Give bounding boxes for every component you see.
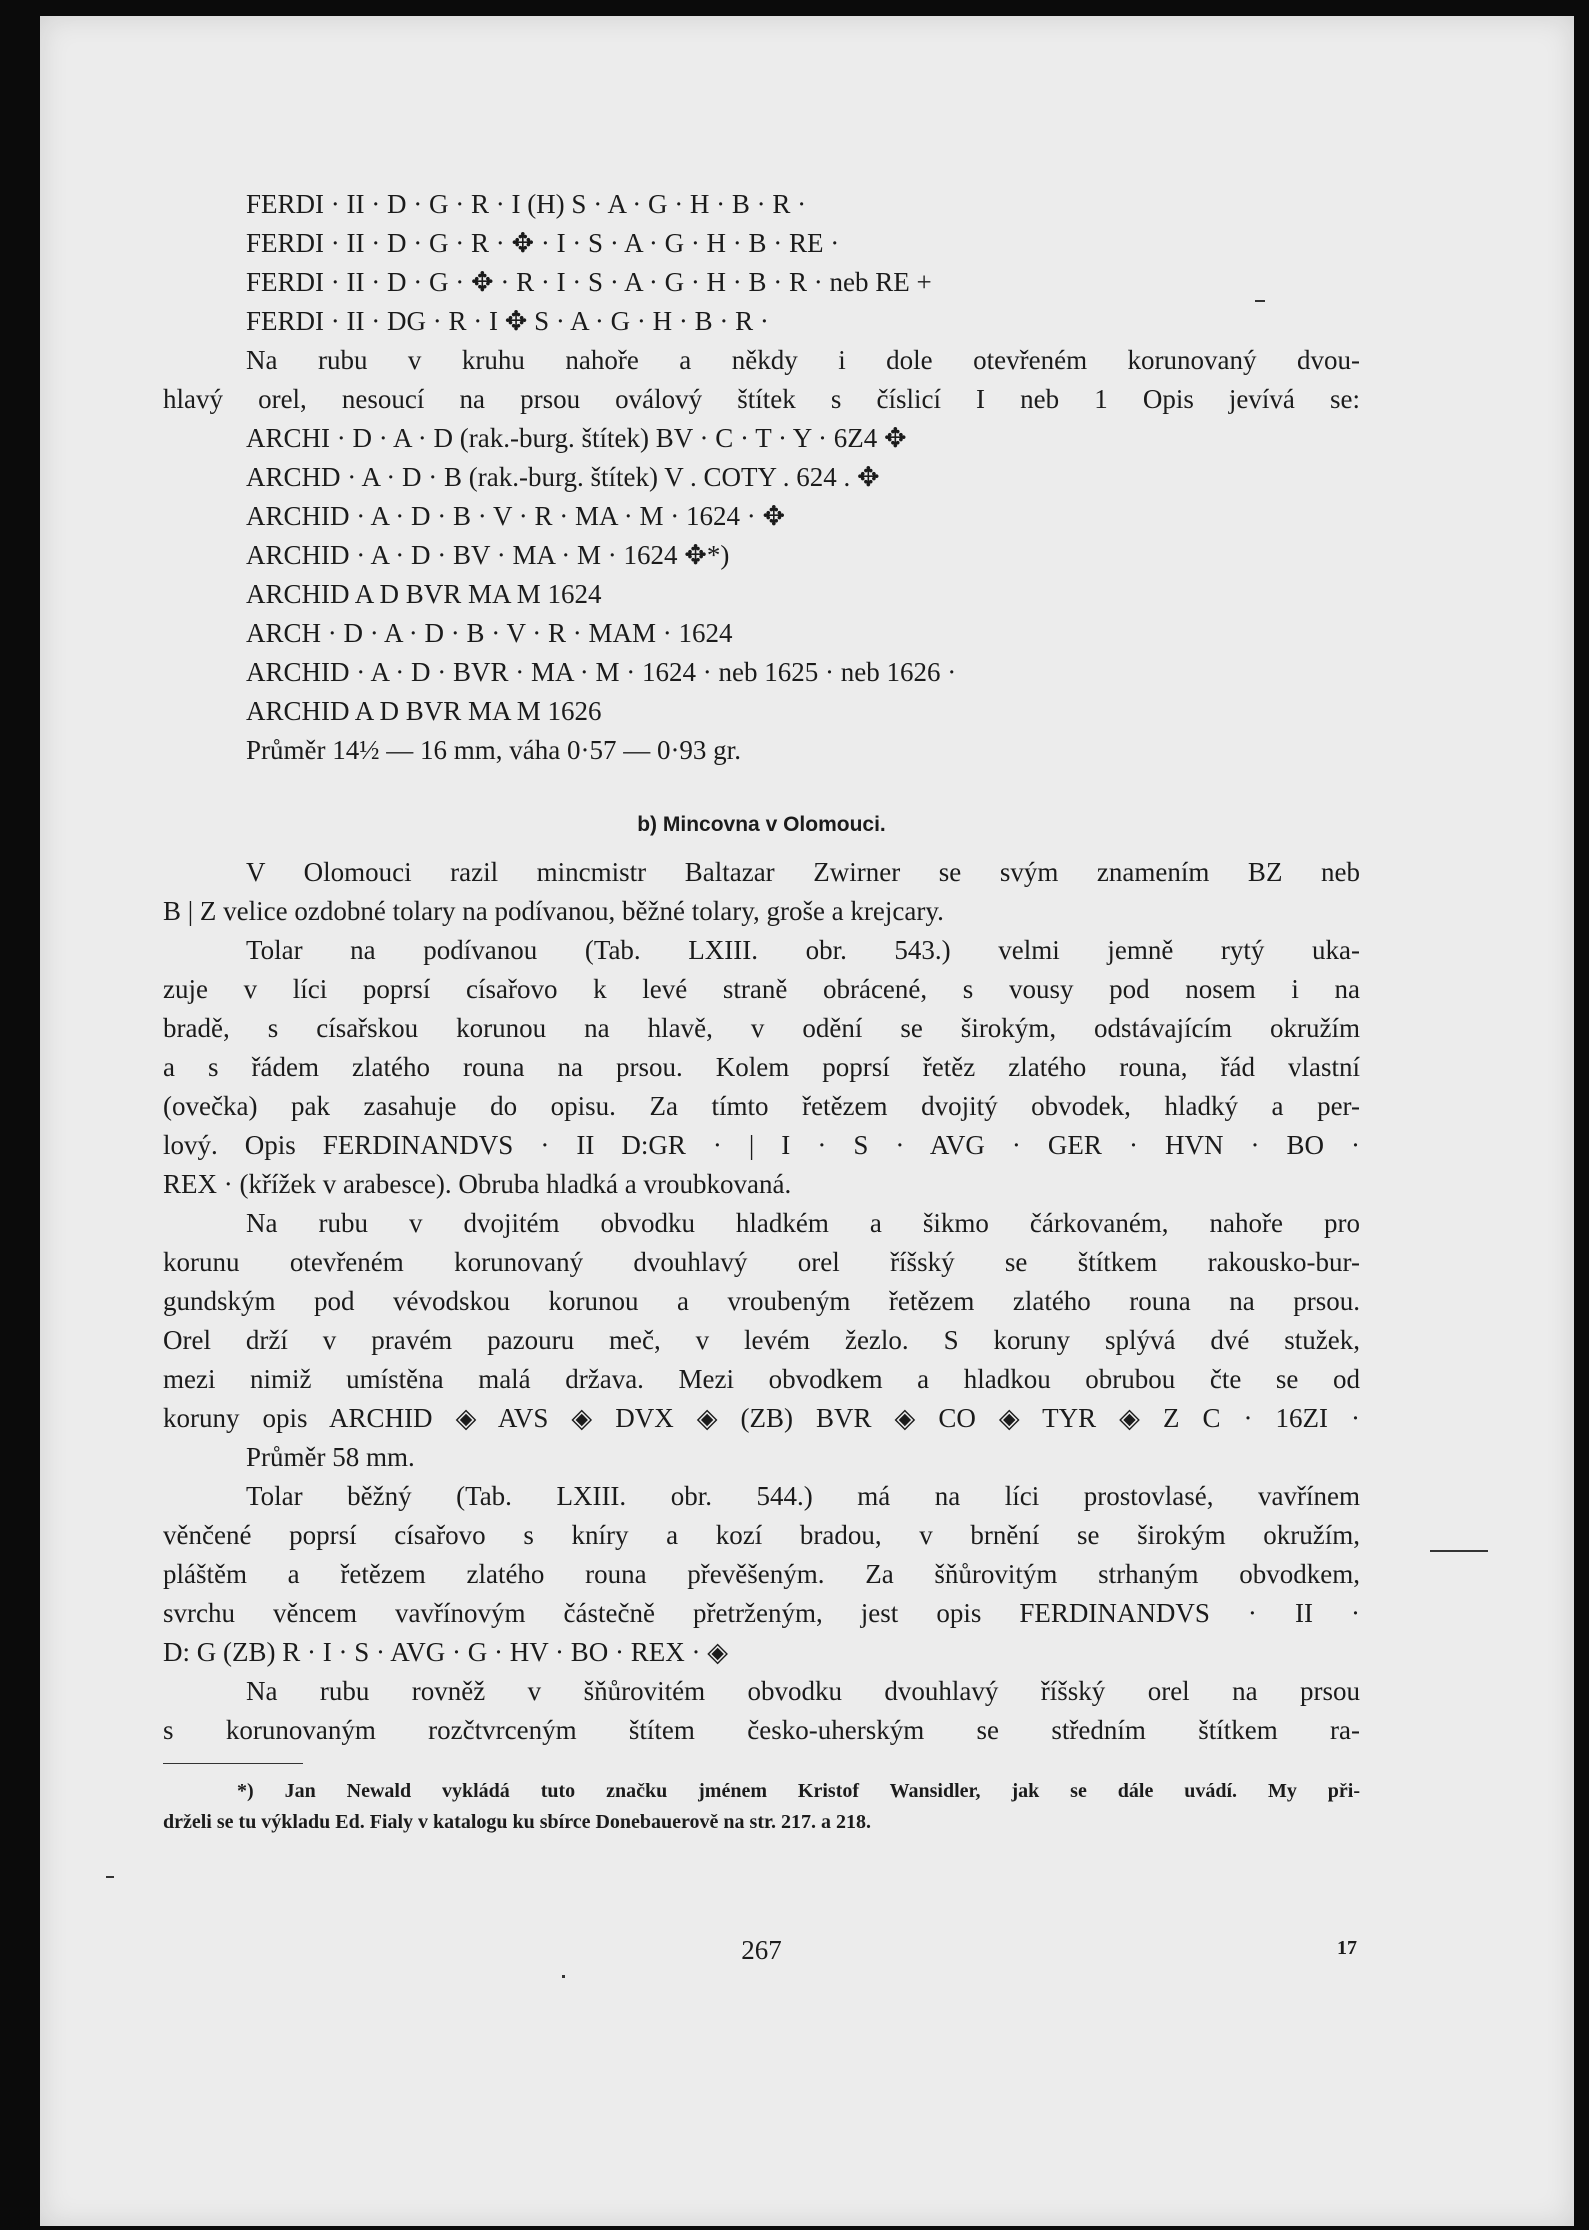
text-line: hlavý orel, nesoucí na prsou oválový štítek s číslicí I neb 1 Opis jevívá se:	[163, 384, 1360, 414]
paragraph-common-thaler	[163, 1477, 1360, 1672]
legend-line: ARCHID A D BVR MA M 1624	[246, 579, 602, 609]
text-line: B | Z velice ozdobné tolary na podívanou, běžné tolary, groše a krejcary.	[163, 896, 944, 926]
margin-mark	[562, 1975, 565, 1978]
text-line: Tolar na podívanou (Tab. LXIII. obr. 543.) velmi jemně rytý uka-	[246, 935, 1360, 965]
legend-line: ARCHD · A · D · B (rak.-burg. štítek) V . COTY . 624 . ✥	[246, 462, 880, 492]
page-footer	[163, 1935, 1360, 1975]
page-content	[163, 185, 1360, 1838]
text-line: věnčené poprsí císařovo s kníry a kozí bradou, v brnění se širokým okružím,	[163, 1520, 1360, 1550]
legend-line: FERDI · II · D · G · R · ✥ · I · S · A · G · H · B · RE ·	[246, 228, 840, 258]
page-number: 267	[741, 1935, 782, 1965]
footnote	[163, 1776, 1360, 1838]
legend-line: FERDI · II · D · G · R · I (H) S · A · G · H · B · R ·	[246, 189, 807, 219]
text-line: D: G (ZB) R · I · S · AVG · G · HV · BO · REX · ◈	[163, 1637, 728, 1667]
text-line: Průměr 58 mm.	[246, 1442, 415, 1472]
text-line: V Olomouci razil mincmistr Baltazar Zwirner se svým znamením BZ neb	[246, 857, 1360, 887]
text-line: Na rubu v dvojitém obvodku hladkém a šikmo čárkovaném, nahoře pro	[246, 1208, 1360, 1238]
text-line: a s řádem zlatého rouna na prsou. Kolem poprsí řetěz zlatého rouna, řád vlastní	[163, 1052, 1360, 1082]
reverse-intro	[163, 341, 1360, 419]
legend-line: ARCHID · A · D · B · V · R · MA · M · 1624 · ✥	[246, 501, 786, 531]
legend-line: ARCHI · D · A · D (rak.-burg. štítek) BV · C · T · Y · 6Z4 ✥	[246, 423, 907, 453]
obverse-legends	[163, 185, 1360, 341]
paragraph-mint-intro	[163, 853, 1360, 931]
text-line: svrchu věncem vavřínovým částečně přetrženým, jest opis FERDINANDVS · II ·	[163, 1598, 1360, 1628]
text-line: (ovečka) pak zasahuje do opisu. Za tímto řetězem dvojitý obvodek, hladký a per-	[163, 1091, 1360, 1121]
legend-line: ARCHID · A · D · BVR · MA · M · 1624 · neb 1625 · neb 1626 ·	[246, 657, 957, 687]
legend-line: ARCHID · A · D · BV · MA · M · 1624 ✥*)	[246, 540, 730, 570]
margin-mark	[1255, 300, 1265, 302]
legend-line: FERDI · II · D · G · ✥ · R · I · S · A · G · H · B · R · neb RE +	[246, 267, 932, 297]
footnote-rule	[163, 1763, 303, 1764]
text-line: gundským pod vévodskou korunou a vroubeným řetězem zlatého rouna na prsou.	[163, 1286, 1360, 1316]
text-line: zuje v líci poprsí císařovo k levé straně obrácené, s vousy pod nosem i na	[163, 974, 1360, 1004]
margin-mark	[1430, 1550, 1488, 1552]
text-line: lový. Opis FERDINANDVS · II D:GR · | I · S · AVG · GER · HVN · BO ·	[163, 1130, 1360, 1160]
legend-line: ARCHID A D BVR MA M 1626	[246, 696, 602, 726]
reverse-legends	[163, 419, 1360, 770]
section-heading: b) Mincovna v Olomouci.	[637, 813, 886, 836]
text-line: koruny opis ARCHID ◈ AVS ◈ DVX ◈ (ZB) BVR ◈ CO ◈ TYR ◈ Z C · 16ZI ·	[163, 1403, 1360, 1433]
footnote-line: *) Jan Newald vykládá tuto značku jménem Kristof Wansidler, jak se dále uvádí. My při-	[237, 1780, 1360, 1802]
text-line: Orel drží v pravém pazouru meč, v levém žezlo. S koruny splývá dvé stužek,	[163, 1325, 1360, 1355]
text-line: Tolar běžný (Tab. LXIII. obr. 544.) má na líci prostovlasé, vavřínem	[246, 1481, 1360, 1511]
text-line: Na rubu rovněž v šňůrovitém obvodku dvouhlavý říšský orel na prsou	[246, 1676, 1360, 1706]
margin-mark	[106, 1876, 114, 1878]
legend-line: FERDI · II · DG · R · I ✥ S · A · G · H · B · R ·	[246, 306, 769, 336]
paragraph-show-thaler-reverse	[163, 1204, 1360, 1477]
footnote-line: drželi se tu výkladu Ed. Fialy v katalogu ku sbírce Donebauerově na str. 217. a 218.	[163, 1811, 872, 1833]
diameter-line: Průměr 14½ — 16 mm, váha 0·57 — 0·93 gr.	[246, 735, 741, 765]
text-line: korunu otevřeném korunovaný dvouhlavý orel říšský se štítkem rakousko-bur-	[163, 1247, 1360, 1277]
text-line: REX · (křížek v arabesce). Obruba hladká a vroubkovaná.	[163, 1169, 792, 1199]
text-line: bradě, s císařskou korunou na hlavě, v odění se širokým, odstávajícím okružím	[163, 1013, 1360, 1043]
paragraph-show-thaler	[163, 931, 1360, 1204]
signature-mark: 17	[1337, 1937, 1357, 1959]
legend-line: ARCH · D · A · D · B · V · R · MAM · 1624	[246, 618, 733, 648]
text-line: s korunovaným rozčtvrceným štítem česko-uherským se středním štítkem ra-	[163, 1715, 1360, 1745]
text-line: pláštěm a řetězem zlatého rouna převěšeným. Za šňůrovitým strhaným obvodkem,	[163, 1559, 1360, 1589]
text-line: mezi nimiž umístěna malá država. Mezi obvodkem a hladkou obrubou čte se od	[163, 1364, 1360, 1394]
paragraph-common-thaler-reverse	[163, 1672, 1360, 1750]
text-line: Na rubu v kruhu nahoře a někdy i dole otevřeném korunovaný dvou-	[246, 345, 1360, 375]
